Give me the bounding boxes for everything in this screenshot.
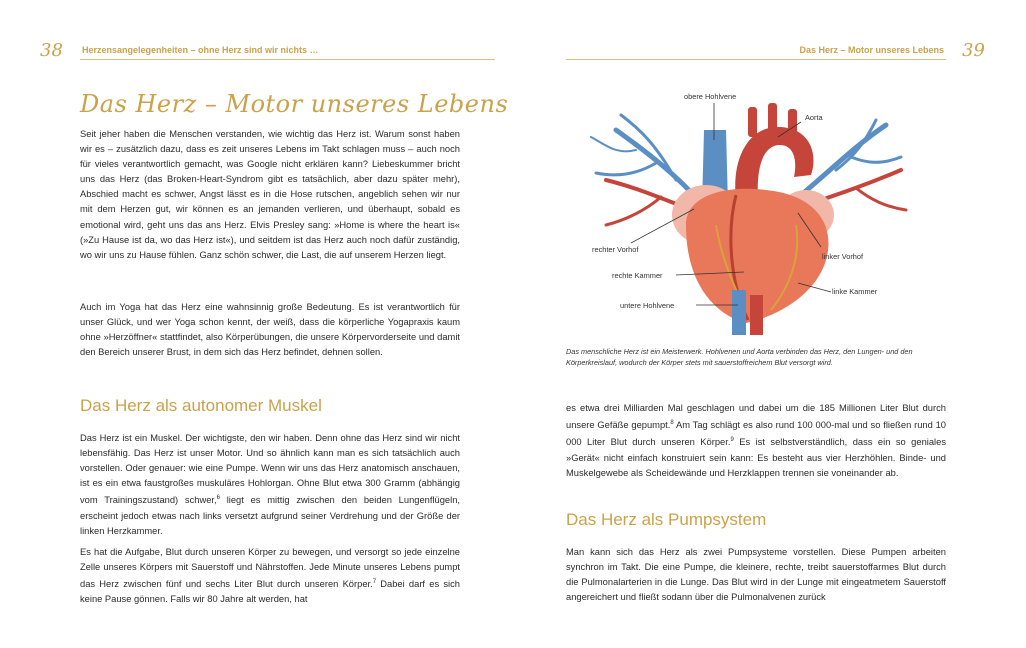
section1-paragraph-1 [80,431,460,539]
running-head-right: Das Herz – Motor unseres Lebens [799,45,944,55]
label-rechte-kammer: rechte Kammer [612,271,663,280]
header-rule-left [80,59,495,60]
footnote-ref: 9 [730,437,734,444]
page-number-right: 39 [962,40,985,61]
label-aorta: Aorta [805,113,823,122]
section1-paragraph-2 [80,545,460,607]
header-rule-right [566,59,946,60]
label-linker-vorhof: linker Vorhof [822,252,864,261]
aorta-branch [768,103,777,133]
text-run: Es ist selbstverständlich, dass ein so geniales »Gerät« nicht einfach konstruiert sein kann: Es besteht aus vier Herzhöhlen. Binde- und Muskelgewebe als Scheidewände und Herzklappen trennen sie voneinander ab. [566,437,946,478]
text-run: Dabei darf es sich keine Pause gönnen. Falls wir 80 Jahre alt werden, hat [80,579,460,605]
aorta-branch [788,109,797,137]
text-run: liegt es mittig zwischen den beiden Lungenflügeln, erscheint jedoch etwas nach links versetzt aufgrund seiner Verdrehung und der Größe der linken Herzkammer. [80,495,460,536]
figure-caption: Das menschliche Herz ist ein Meisterwerk. Hohlvenen und Aorta verbinden das Herz, den Lungen- und den Körperkreislauf, wodurch der Körper stets mit sauerstoffreichem Blut versorgt wird. [566,347,913,367]
running-head-left: Herzensangelegenheiten – ohne Herz sind wir nichts … [82,45,319,55]
aorta-branch [748,107,757,137]
text-run: es etwa drei Milliarden Mal geschlagen und dabei um die 185 Millionen Liter Blut durch unsere Gefäße gepumpt. [566,403,946,431]
intro-paragraph-1: Seit jeher haben die Menschen verstanden, wie wichtig das Herz ist. Warum sonst haben wir es – zusätzlich dazu, dass es zeit unseres Lebens im Takt schlagen muss – auch noch für vieles verantwortlich gemacht, was Google nicht erklären kann? Liebeskummer bricht uns das Herz (das Broken-Heart-Syndrom gibt es tatsächlich, aber dazu später mehr), Abschied macht es schwer, Angst lässt es in die Hose rutschen, angeblich sehen wir nur mit dem Herzen gut, wir können es an jemanden verlieren, und überhaupt, sobald es emotional wird, geht uns das ans Herz. Elvis Presley sang: »Home is where the heart is« (»Zu Hause ist da, wo das Herz ist«), und seitdem ist das Herz auch noch dafür zuständig, wo wir uns zu Hause fühlen. Ganz schön schwer, die Last, die auf unserem Herzen liegt. [80,129,460,260]
label-rechter-vorhof: rechter Vorhof [592,245,639,254]
section2-paragraph-1: Man kann sich das Herz als zwei Pumpsysteme vorstellen. Diese Pumpen arbeiten synchron im Takt. Die eine Pumpe, die kleinere, rechte, treibt sauerstoffarmes Blut durch die Pulmonalarterien in die Lunge. Das Blut wird in der Lunge mit eingeatmetem Sauerstoff angereichert und fließt sodann über die Pulmonalvenen zurück [566,547,946,603]
descending-aorta [750,295,763,335]
footnote-ref: 8 [670,420,674,427]
continuation-paragraph [566,401,946,481]
inferior-vena-cava [732,290,746,335]
intro-paragraph-2: Auch im Yoga hat das Herz eine wahnsinnig große Bedeutung. Es ist verantwortlich für unser Glück, und wer Yoga schon kennt, der weiß, dass die körperliche Yogapraxis kaum ohne »Herzöffner« stattfindet, also Körperübungen, die unsere Körpervorderseite und damit den Bereich unserer Brust, in dem sich das Herz befindet, dehnen sollen. [80,302,460,358]
section-heading-pumpsystem: Das Herz als Pumpsystem [566,510,767,529]
label-obere-hohlvene: obere Hohlvene [684,92,737,101]
label-linke-kammer: linke Kammer [832,287,878,296]
section-heading-autonomer-muskel: Das Herz als autonomer Muskel [80,396,322,415]
text-run: Am Tag schlägt es also rund 100 000-mal und so fließen rund 10 000 Liter Blut durch unseren Körper. [566,420,947,448]
label-untere-hohlvene: untere Hohlvene [620,301,675,310]
page-number-left: 38 [40,40,63,61]
footnote-ref: 6 [216,495,220,502]
text-run: Es hat die Aufgabe, Blut durch unseren Körper zu bewegen, und versorgt so jede einzelne Zelle unseres Körpers mit Sauerstoff und Nährstoffen. Jede Minute unseres Lebens pumpt das Herz zwischen fünf und sechs Liter Blut durch unseren Körper. [80,547,460,590]
footnote-ref: 7 [372,579,377,586]
chapter-title: Das Herz – Motor unseres Lebens [80,90,509,118]
text-run: Das Herz ist ein Muskel. Der wichtigste, den wir haben. Denn ohne das Herz sind wir nicht lebensfähig. Das Herz ist unser Motor. Und so ähnlich kann man es sich tatsächlich auch vorstellen. Oder genauer: wie eine Pumpe. Wenn wir uns das Herz anatomisch anschauen, ist es ein etwa faustgroßes muskuläres Hohlorgan. Ohne Blut etwa 300 Gramm (abhängig vom Trainingszustand) schwer, [80,433,460,506]
